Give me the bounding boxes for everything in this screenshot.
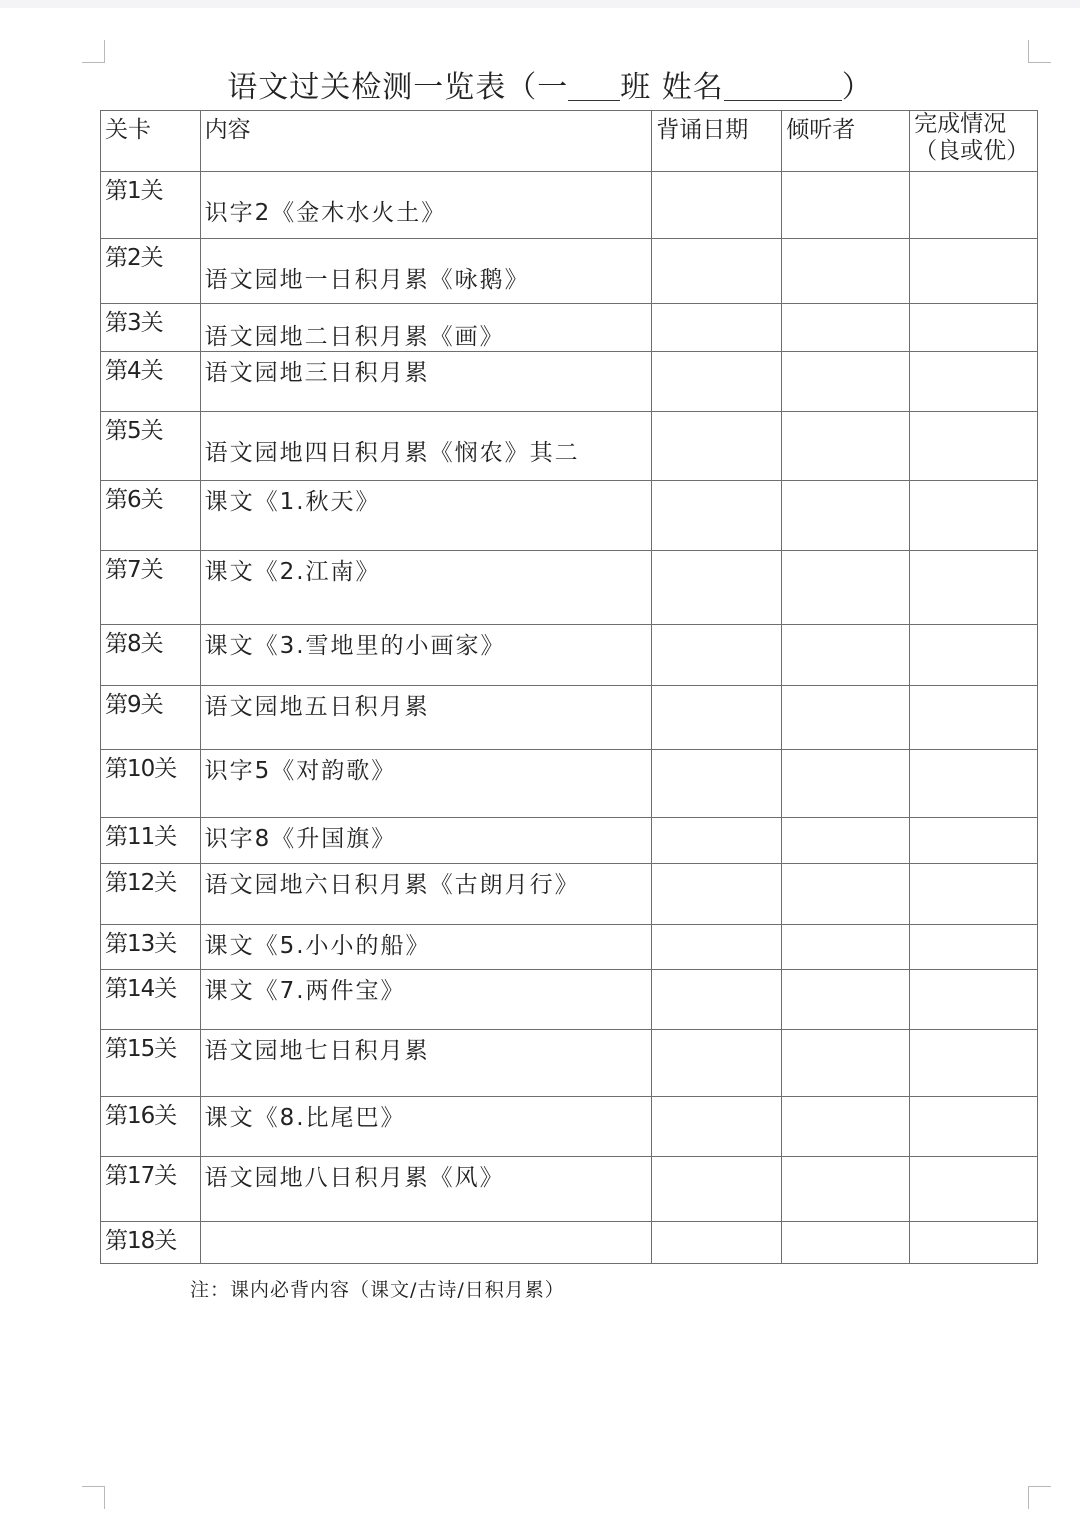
- status-cell[interactable]: [910, 925, 1038, 970]
- content-cell: 语文园地七日积月累: [200, 1030, 652, 1097]
- name-blank[interactable]: [724, 70, 842, 101]
- listener-cell[interactable]: [782, 551, 910, 625]
- content-cell: 课文《8.比尾巴》: [200, 1097, 652, 1157]
- status-cell[interactable]: [910, 686, 1038, 750]
- table-row: [101, 481, 1038, 551]
- status-cell[interactable]: [910, 970, 1038, 1030]
- stage-cell: 第11关: [101, 818, 201, 864]
- stage-cell: 第16关: [101, 1097, 201, 1157]
- listener-cell[interactable]: [782, 925, 910, 970]
- table-row: [101, 625, 1038, 686]
- stage-cell: 第10关: [101, 750, 201, 818]
- listener-cell[interactable]: [782, 1222, 910, 1264]
- table-row: [101, 1222, 1038, 1264]
- content-cell: 语文园地一日积月累《咏鹅》: [200, 239, 652, 304]
- listener-cell[interactable]: [782, 1157, 910, 1222]
- table-row: [101, 818, 1038, 864]
- stage-cell: 第18关: [101, 1222, 201, 1264]
- content-cell: 课文《2.江南》: [200, 551, 652, 625]
- table-row: [101, 925, 1038, 970]
- table-row: [101, 1097, 1038, 1157]
- stage-cell: 第9关: [101, 686, 201, 750]
- recite-date-cell[interactable]: [652, 412, 782, 481]
- recite-date-cell[interactable]: [652, 1157, 782, 1222]
- table-row: [101, 239, 1038, 304]
- title-class-label: 班 姓名: [620, 70, 724, 105]
- table-row: [101, 970, 1038, 1030]
- recite-date-cell[interactable]: [652, 750, 782, 818]
- corner-mark-top-left: [82, 40, 105, 63]
- listener-cell[interactable]: [782, 481, 910, 551]
- content-cell: 课文《5.小小的船》: [200, 925, 652, 970]
- stage-cell: 第6关: [101, 481, 201, 551]
- recite-date-cell[interactable]: [652, 1222, 782, 1264]
- header-listener: 倾听者: [782, 111, 910, 172]
- recite-date-cell[interactable]: [652, 172, 782, 239]
- stage-cell: 第13关: [101, 925, 201, 970]
- listener-cell[interactable]: [782, 1097, 910, 1157]
- table-row: [101, 864, 1038, 925]
- recite-date-cell[interactable]: [652, 481, 782, 551]
- document-title: [100, 62, 1000, 106]
- listener-cell[interactable]: [782, 352, 910, 412]
- content-cell: 识字2《金木水火土》: [200, 172, 652, 239]
- header-status-line1: 完成情况: [914, 111, 1007, 137]
- table-row: [101, 1030, 1038, 1097]
- content-cell: 课文《1.秋天》: [200, 481, 652, 551]
- stage-cell: 第7关: [101, 551, 201, 625]
- stage-cell: 第2关: [101, 239, 201, 304]
- table-row: [101, 1157, 1038, 1222]
- header-status: [910, 111, 1038, 172]
- content-cell: [200, 1222, 652, 1264]
- recite-date-cell[interactable]: [652, 1030, 782, 1097]
- status-cell[interactable]: [910, 551, 1038, 625]
- recite-date-cell[interactable]: [652, 818, 782, 864]
- table-row: [101, 172, 1038, 239]
- stage-cell: 第3关: [101, 304, 201, 352]
- stage-cell: 第17关: [101, 1157, 201, 1222]
- table-row: [101, 551, 1038, 625]
- content-cell: 语文园地三日积月累: [200, 352, 652, 412]
- recite-date-cell[interactable]: [652, 1097, 782, 1157]
- status-cell[interactable]: [910, 1157, 1038, 1222]
- title-suffix: ）: [841, 70, 873, 105]
- header-content: 内容: [200, 111, 652, 172]
- status-cell[interactable]: [910, 1097, 1038, 1157]
- status-cell[interactable]: [910, 412, 1038, 481]
- corner-mark-top-right: [1028, 40, 1051, 63]
- status-cell[interactable]: [910, 750, 1038, 818]
- header-row: [101, 111, 1038, 172]
- listener-cell[interactable]: [782, 239, 910, 304]
- checklist-table: [100, 110, 1038, 1264]
- header-stage: 关卡: [101, 111, 201, 172]
- table-row: [101, 304, 1038, 352]
- table-row: [101, 352, 1038, 412]
- listener-cell[interactable]: [782, 625, 910, 686]
- class-blank[interactable]: [568, 70, 620, 101]
- title-prefix: 语文过关检测一览表（一: [227, 70, 569, 105]
- status-cell[interactable]: [910, 1222, 1038, 1264]
- recite-date-cell[interactable]: [652, 970, 782, 1030]
- listener-cell[interactable]: [782, 750, 910, 818]
- content-cell: 识字8《升国旗》: [200, 818, 652, 864]
- status-cell[interactable]: [910, 304, 1038, 352]
- footnote: 注：课内必背内容（课文/古诗/日积月累）: [190, 1279, 565, 1301]
- recite-date-cell[interactable]: [652, 239, 782, 304]
- stage-cell: 第1关: [101, 172, 201, 239]
- recite-date-cell[interactable]: [652, 304, 782, 352]
- status-cell[interactable]: [910, 818, 1038, 864]
- listener-cell[interactable]: [782, 864, 910, 925]
- status-cell[interactable]: [910, 625, 1038, 686]
- listener-cell[interactable]: [782, 304, 910, 352]
- recite-date-cell[interactable]: [652, 864, 782, 925]
- table-row: [101, 750, 1038, 818]
- content-cell: 课文《3.雪地里的小画家》: [200, 625, 652, 686]
- content-cell: 语文园地二日积月累《画》: [200, 304, 652, 352]
- stage-cell: 第15关: [101, 1030, 201, 1097]
- content-cell: 识字5《对韵歌》: [200, 750, 652, 818]
- status-cell[interactable]: [910, 172, 1038, 239]
- stage-cell: 第4关: [101, 352, 201, 412]
- header-status-line2: （良或优）: [914, 138, 1030, 164]
- listener-cell[interactable]: [782, 818, 910, 864]
- status-cell[interactable]: [910, 352, 1038, 412]
- content-cell: 课文《7.两件宝》: [200, 970, 652, 1030]
- recite-date-cell[interactable]: [652, 925, 782, 970]
- stage-cell: 第12关: [101, 864, 201, 925]
- content-cell: 语文园地八日积月累《风》: [200, 1157, 652, 1222]
- listener-cell[interactable]: [782, 1030, 910, 1097]
- stage-cell: 第8关: [101, 625, 201, 686]
- status-cell[interactable]: [910, 1030, 1038, 1097]
- listener-cell[interactable]: [782, 970, 910, 1030]
- listener-cell[interactable]: [782, 412, 910, 481]
- status-cell[interactable]: [910, 239, 1038, 304]
- table-row: [101, 412, 1038, 481]
- listener-cell[interactable]: [782, 172, 910, 239]
- status-cell[interactable]: [910, 864, 1038, 925]
- recite-date-cell[interactable]: [652, 686, 782, 750]
- header-recite-date: 背诵日期: [652, 111, 782, 172]
- corner-mark-bottom-right: [1028, 1486, 1051, 1509]
- corner-mark-bottom-left: [82, 1486, 105, 1509]
- stage-cell: 第5关: [101, 412, 201, 481]
- content-cell: 语文园地六日积月累《古朗月行》: [200, 864, 652, 925]
- recite-date-cell[interactable]: [652, 625, 782, 686]
- recite-date-cell[interactable]: [652, 551, 782, 625]
- status-cell[interactable]: [910, 481, 1038, 551]
- table-row: [101, 686, 1038, 750]
- listener-cell[interactable]: [782, 686, 910, 750]
- content-cell: 语文园地四日积月累《悯农》其二: [200, 412, 652, 481]
- content-cell: 语文园地五日积月累: [200, 686, 652, 750]
- stage-cell: 第14关: [101, 970, 201, 1030]
- recite-date-cell[interactable]: [652, 352, 782, 412]
